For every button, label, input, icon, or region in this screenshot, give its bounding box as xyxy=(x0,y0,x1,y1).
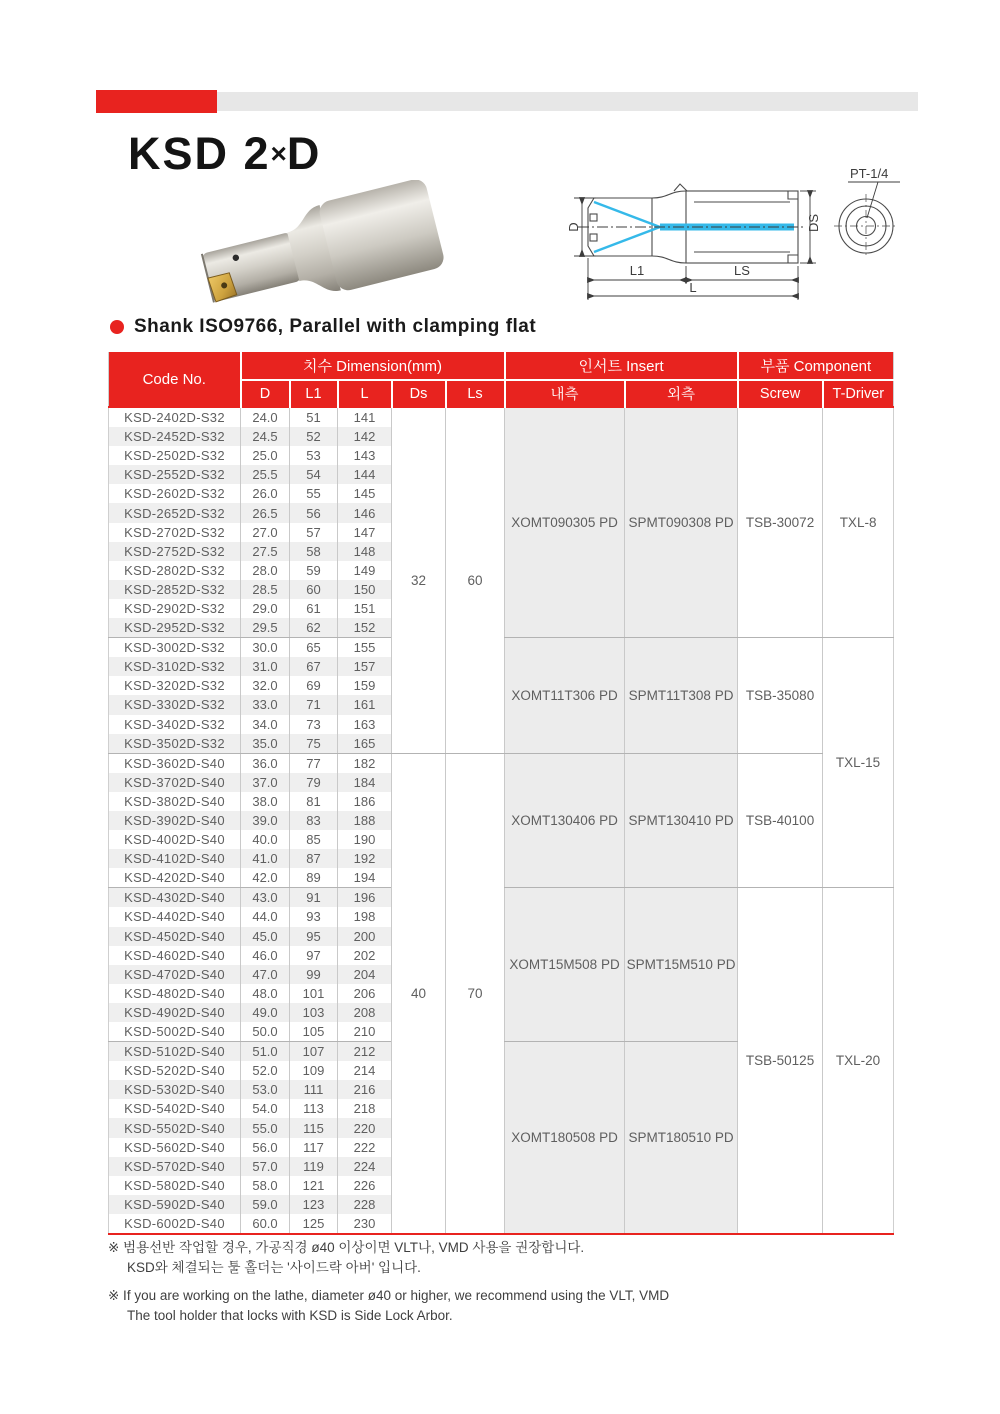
d-cell: 33.0 xyxy=(241,695,290,714)
code-cell: KSD-4702D-S40 xyxy=(109,965,241,984)
insert-outer-cell: SPMT15M510 PD xyxy=(625,888,738,1042)
l1-cell: 123 xyxy=(290,1195,338,1214)
l1-cell: 56 xyxy=(290,503,338,522)
d-cell: 28.5 xyxy=(241,580,290,599)
insert-outer-cell: SPMT180510 PD xyxy=(625,1042,738,1234)
l-cell: 152 xyxy=(338,618,392,638)
l-cell: 148 xyxy=(338,542,392,561)
code-cell: KSD-5602D-S40 xyxy=(124,1139,225,1155)
code-cell: KSD-4502D-S40 xyxy=(109,927,241,946)
l-cell: 165 xyxy=(338,734,392,754)
l-cell: 147 xyxy=(338,523,392,542)
title-times-sign: × xyxy=(270,138,287,169)
t-driver-cell: TXL-20 xyxy=(823,888,894,1234)
l-cell: 184 xyxy=(338,773,392,792)
l1-cell: 60 xyxy=(290,580,338,599)
code-cell: KSD-2852D-S32 xyxy=(109,580,241,599)
l-cell: 186 xyxy=(338,792,392,811)
code-cell: KSD-4002D-S40 xyxy=(124,832,225,848)
l1-cell: 77 xyxy=(290,753,338,773)
insert-inner-cell: XOMT180508 PD xyxy=(505,1042,625,1234)
header-screw: Screw xyxy=(738,380,823,407)
header-ls: Ls xyxy=(446,380,505,407)
code-cell: KSD-5902D-S40 xyxy=(109,1195,241,1214)
d-cell: 24.5 xyxy=(241,427,290,446)
l1-cell: 85 xyxy=(290,830,338,849)
l1-cell: 73 xyxy=(290,715,338,734)
code-cell: KSD-4602D-S40 xyxy=(124,947,225,963)
l1-cell: 58 xyxy=(290,542,338,561)
d-cell: 31.0 xyxy=(241,657,290,676)
header-l1: L1 xyxy=(290,380,338,407)
l-cell: 182 xyxy=(338,753,392,773)
l-cell: 214 xyxy=(338,1061,392,1080)
d-cell: 55.0 xyxy=(241,1118,290,1137)
l-cell: 192 xyxy=(338,849,392,868)
page-title xyxy=(128,128,321,180)
l-cell: 159 xyxy=(338,676,392,695)
d-cell: 59.0 xyxy=(241,1195,290,1214)
drill-shank xyxy=(317,180,446,293)
l1-cell: 62 xyxy=(290,618,338,638)
l-cell: 190 xyxy=(338,830,392,849)
code-cell: KSD-4202D-S40 xyxy=(109,868,241,888)
l-cell: 198 xyxy=(338,907,392,926)
d-cell: 26.0 xyxy=(241,484,290,503)
code-cell: KSD-4902D-S40 xyxy=(109,1003,241,1022)
footnotes xyxy=(108,1238,828,1325)
d-cell: 37.0 xyxy=(241,773,290,792)
l1-cell: 119 xyxy=(290,1157,338,1176)
d-cell: 49.0 xyxy=(241,1003,290,1022)
d-cell: 58.0 xyxy=(241,1176,290,1195)
dim-label-l: L xyxy=(689,280,697,295)
l1-cell: 121 xyxy=(290,1176,338,1195)
l1-cell: 115 xyxy=(290,1118,338,1137)
header-inner: 내측 xyxy=(505,380,625,407)
l1-cell: 109 xyxy=(290,1061,338,1080)
l1-cell: 55 xyxy=(290,484,338,503)
table-row xyxy=(109,407,894,427)
d-cell: 40.0 xyxy=(241,830,290,849)
l1-cell: 117 xyxy=(290,1138,338,1157)
d-cell: 34.0 xyxy=(241,715,290,734)
ls-span-cell: 60 xyxy=(446,407,505,753)
ls-span-cell: 70 xyxy=(446,753,505,1234)
l-cell: 142 xyxy=(338,427,392,446)
l1-cell: 125 xyxy=(290,1214,338,1234)
l1-cell: 61 xyxy=(290,599,338,618)
d-cell: 50.0 xyxy=(241,1022,290,1042)
l1-cell: 81 xyxy=(290,792,338,811)
code-cell: KSD-3102D-S32 xyxy=(109,657,241,676)
l-cell: 188 xyxy=(338,811,392,830)
d-cell: 44.0 xyxy=(241,907,290,926)
code-cell: KSD-5002D-S40 xyxy=(109,1022,241,1042)
screw-cell: TSB-35080 xyxy=(738,638,823,754)
d-cell: 27.5 xyxy=(241,542,290,561)
d-cell: 25.5 xyxy=(241,465,290,484)
l-cell: 143 xyxy=(338,446,392,465)
table-body xyxy=(109,407,894,1234)
l1-cell: 71 xyxy=(290,695,338,714)
l1-cell: 65 xyxy=(290,638,338,658)
code-cell: KSD-5102D-S40 xyxy=(109,1042,241,1062)
code-cell: KSD-5402D-S40 xyxy=(124,1101,225,1117)
d-cell: 38.0 xyxy=(241,792,290,811)
d-cell: 47.0 xyxy=(241,965,290,984)
code-cell: KSD-2502D-S32 xyxy=(124,448,225,464)
ds-span-cell: 40 xyxy=(392,753,446,1234)
code-cell: KSD-2552D-S32 xyxy=(109,465,241,484)
l-cell: 144 xyxy=(338,465,392,484)
header-ds: Ds xyxy=(392,380,446,407)
d-cell: 54.0 xyxy=(241,1099,290,1118)
code-cell: KSD-5802D-S40 xyxy=(124,1177,225,1193)
l-cell: 212 xyxy=(338,1042,392,1062)
d-cell: 45.0 xyxy=(241,927,290,946)
l1-cell: 103 xyxy=(290,1003,338,1022)
banner-gray-bar xyxy=(217,92,918,111)
l1-cell: 53 xyxy=(290,446,338,465)
dim-label-d: D xyxy=(566,222,581,232)
header-component-group: 부품 Component xyxy=(738,352,894,380)
d-cell: 28.0 xyxy=(241,561,290,580)
d-cell: 42.0 xyxy=(241,868,290,888)
l-cell: 226 xyxy=(338,1176,392,1195)
l-cell: 228 xyxy=(338,1195,392,1214)
l-cell: 230 xyxy=(338,1214,392,1234)
screw-cell: TSB-30072 xyxy=(738,407,823,638)
l1-cell: 54 xyxy=(290,465,338,484)
l1-cell: 83 xyxy=(290,811,338,830)
code-cell: KSD-2702D-S32 xyxy=(124,524,225,540)
code-cell: KSD-2652D-S32 xyxy=(109,503,241,522)
section-heading xyxy=(110,316,536,338)
code-cell: KSD-4102D-S40 xyxy=(109,849,241,868)
code-cell: KSD-3002D-S32 xyxy=(124,640,225,656)
d-cell: 24.0 xyxy=(241,407,290,427)
code-cell: KSD-2752D-S32 xyxy=(109,542,241,561)
l1-cell: 75 xyxy=(290,734,338,754)
code-cell: KSD-3502D-S32 xyxy=(109,734,241,754)
insert-outer-cell: SPMT130410 PD xyxy=(625,753,738,888)
code-cell: KSD-5202D-S40 xyxy=(124,1063,225,1079)
d-cell: 48.0 xyxy=(241,984,290,1003)
screw-cell: TSB-50125 xyxy=(738,888,823,1234)
product-photo xyxy=(193,180,448,308)
code-cell: KSD-3702D-S40 xyxy=(109,773,241,792)
d-cell: 26.5 xyxy=(241,503,290,522)
header-code-no: Code No. xyxy=(109,352,241,407)
footnote-ko-line1: ※ 범용선반 작업할 경우, 가공직경 ø40 이상이면 VLT나, VMD 사용을 권장합니다. xyxy=(108,1240,585,1255)
insert-outer-cell: SPMT11T308 PD xyxy=(625,638,738,754)
code-cell: KSD-2602D-S32 xyxy=(124,486,225,502)
top-banner xyxy=(96,90,918,113)
insert-inner-cell: XOMT15M508 PD xyxy=(505,888,625,1042)
title-main: KSD 2 xyxy=(128,128,271,179)
l-cell: 161 xyxy=(338,695,392,714)
l-cell: 224 xyxy=(338,1157,392,1176)
code-cell: KSD-2402D-S32 xyxy=(109,407,241,427)
l-cell: 204 xyxy=(338,965,392,984)
d-cell: 57.0 xyxy=(241,1157,290,1176)
code-cell: KSD-4302D-S40 xyxy=(109,888,241,908)
l-cell: 216 xyxy=(338,1080,392,1099)
l1-cell: 52 xyxy=(290,427,338,446)
bullet-icon xyxy=(110,320,124,334)
code-cell: KSD-6002D-S40 xyxy=(124,1215,225,1231)
l1-cell: 101 xyxy=(290,984,338,1003)
l1-cell: 91 xyxy=(290,888,338,908)
d-cell: 36.0 xyxy=(241,753,290,773)
dim-label-ls: LS xyxy=(734,263,750,278)
t-driver-cell: TXL-8 xyxy=(823,407,894,638)
l1-cell: 69 xyxy=(290,676,338,695)
header-insert-group: 인서트 Insert xyxy=(505,352,738,380)
code-cell: KSD-5702D-S40 xyxy=(109,1157,241,1176)
code-cell: KSD-2952D-S32 xyxy=(109,618,241,638)
l-cell: 206 xyxy=(338,984,392,1003)
spec-table xyxy=(108,352,894,1235)
l1-cell: 67 xyxy=(290,657,338,676)
insert-inner-cell: XOMT090305 PD xyxy=(505,407,625,638)
l-cell: 220 xyxy=(338,1118,392,1137)
l1-cell: 105 xyxy=(290,1022,338,1042)
header-dimension-group: 치수 Dimension(mm) xyxy=(241,352,505,380)
l-cell: 146 xyxy=(338,503,392,522)
l1-cell: 95 xyxy=(290,927,338,946)
code-cell: KSD-5502D-S40 xyxy=(109,1118,241,1137)
drill-end-view xyxy=(834,194,898,258)
l1-cell: 51 xyxy=(290,407,338,427)
l1-cell: 97 xyxy=(290,946,338,965)
code-cell: KSD-3902D-S40 xyxy=(109,811,241,830)
code-cell: KSD-2902D-S32 xyxy=(124,600,225,616)
d-cell: 25.0 xyxy=(241,446,290,465)
t-driver-cell: TXL-15 xyxy=(823,638,894,888)
insert-outer-cell: SPMT090308 PD xyxy=(625,407,738,638)
l-cell: 200 xyxy=(338,927,392,946)
l-cell: 155 xyxy=(338,638,392,658)
d-cell: 46.0 xyxy=(241,946,290,965)
insert-inner-cell: XOMT130406 PD xyxy=(505,753,625,888)
code-cell: KSD-3602D-S40 xyxy=(124,755,225,771)
d-cell: 30.0 xyxy=(241,638,290,658)
code-cell: KSD-3802D-S40 xyxy=(124,793,225,809)
d-cell: 60.0 xyxy=(241,1214,290,1234)
insert-inner-cell: XOMT11T306 PD xyxy=(505,638,625,754)
l1-cell: 89 xyxy=(290,868,338,888)
l1-cell: 111 xyxy=(290,1080,338,1099)
l-cell: 157 xyxy=(338,657,392,676)
header-d: D xyxy=(241,380,290,407)
code-cell: KSD-3302D-S32 xyxy=(109,695,241,714)
l-cell: 196 xyxy=(338,888,392,908)
l-cell: 202 xyxy=(338,946,392,965)
d-cell: 56.0 xyxy=(241,1138,290,1157)
d-cell: 41.0 xyxy=(241,849,290,868)
section-heading-label: Shank ISO9766, Parallel with clamping flat xyxy=(134,316,537,337)
dim-label-pt: PT-1/4 xyxy=(850,166,889,181)
header-l: L xyxy=(338,380,392,407)
l1-cell: 87 xyxy=(290,849,338,868)
drill-body-group xyxy=(197,180,446,308)
d-cell: 52.0 xyxy=(241,1061,290,1080)
code-cell: KSD-4402D-S40 xyxy=(124,909,225,925)
d-cell: 29.0 xyxy=(241,599,290,618)
table-header xyxy=(109,352,894,407)
l-cell: 218 xyxy=(338,1099,392,1118)
d-cell: 43.0 xyxy=(241,888,290,908)
l1-cell: 79 xyxy=(290,773,338,792)
screw-cell: TSB-40100 xyxy=(738,753,823,888)
footnote-en-line1: ※ If you are working on the lathe, diameter ø40 or higher, we recommend using the VLT, VMD xyxy=(108,1288,670,1304)
title-suffix: D xyxy=(286,128,322,179)
l-cell: 145 xyxy=(338,484,392,503)
code-cell: KSD-4802D-S40 xyxy=(124,985,225,1001)
code-cell: KSD-3202D-S32 xyxy=(124,678,225,694)
code-cell: KSD-3402D-S32 xyxy=(124,716,225,732)
d-cell: 51.0 xyxy=(241,1042,290,1062)
l-cell: 141 xyxy=(338,407,392,427)
l1-cell: 59 xyxy=(290,561,338,580)
d-cell: 32.0 xyxy=(241,676,290,695)
ds-span-cell: 32 xyxy=(392,407,446,753)
d-cell: 29.5 xyxy=(241,618,290,638)
code-cell: KSD-5302D-S40 xyxy=(109,1080,241,1099)
l1-cell: 93 xyxy=(290,907,338,926)
footnote-ko-line2: KSD와 체결되는 툴 홀더는 '사이드락 아버' 입니다. xyxy=(127,1259,421,1275)
d-cell: 35.0 xyxy=(241,734,290,754)
l-cell: 194 xyxy=(338,868,392,888)
l-cell: 150 xyxy=(338,580,392,599)
technical-diagram xyxy=(548,162,908,312)
banner-red-block xyxy=(96,90,217,113)
dim-label-l1: L1 xyxy=(629,263,645,278)
dim-label-ds: DS xyxy=(806,213,821,233)
spec-table-wrap xyxy=(108,352,894,1235)
code-cell: KSD-2802D-S32 xyxy=(124,562,225,578)
l-cell: 208 xyxy=(338,1003,392,1022)
l-cell: 151 xyxy=(338,599,392,618)
l1-cell: 107 xyxy=(290,1042,338,1062)
d-cell: 27.0 xyxy=(241,523,290,542)
code-cell: KSD-2452D-S32 xyxy=(109,427,241,446)
l-cell: 149 xyxy=(338,561,392,580)
l-cell: 210 xyxy=(338,1022,392,1042)
l-cell: 222 xyxy=(338,1138,392,1157)
l1-cell: 113 xyxy=(290,1099,338,1118)
header-outer: 외측 xyxy=(625,380,738,407)
header-t-driver: T-Driver xyxy=(823,380,894,407)
l1-cell: 99 xyxy=(290,965,338,984)
table-row xyxy=(109,753,894,773)
d-cell: 53.0 xyxy=(241,1080,290,1099)
d-cell: 39.0 xyxy=(241,811,290,830)
footnote-en-line2: The tool holder that locks with KSD is Side Lock Arbor. xyxy=(127,1307,453,1323)
l1-cell: 57 xyxy=(290,523,338,542)
l-cell: 163 xyxy=(338,715,392,734)
